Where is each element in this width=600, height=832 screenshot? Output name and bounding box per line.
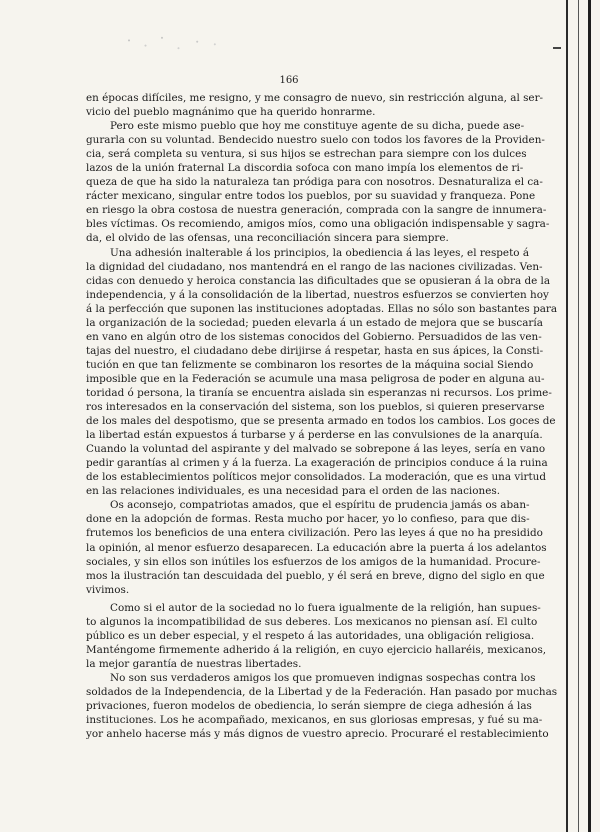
text-line: gurarla con su voluntad. Bendecido nuestro suelo con todos los favores de la Providen- [86, 134, 545, 147]
page-number: 166 [279, 75, 299, 86]
text-line: tución en que tan felizmente se combinaron los resortes de la máquina social Siendo [86, 358, 534, 371]
text-line: en vano en algún otro de los sistemas conocidos del Gobierno. Persuadidos de las ven- [86, 330, 542, 343]
text-line: Como si el autor de la sociedad no lo fuera igualmente de la religión, han supues- [110, 601, 541, 614]
text-line: Manténgome firmemente adherido á la religión, en cuyo ejercicio hallaréis, mexicanos, [86, 643, 547, 656]
text-line: Una adhesión inalterable á los principios, la obediencia á las leyes, el respeto á [110, 246, 530, 259]
paragraph [86, 498, 547, 596]
paragraph [86, 671, 558, 741]
text-line: Cuando la voluntad del aspirante y del malvado se sobrepone á las leyes, sería en vano [86, 443, 546, 456]
scan-edge-line [566, 0, 568, 832]
text-line: No son sus verdaderos amigos los que promueven indignas sospechas contra los [110, 671, 536, 684]
margin-tick-mark [553, 47, 561, 49]
scan-edge-line [588, 0, 591, 832]
text-line: la organización de la sociedad; pueden elevarla á un estado de mejora que se buscaría [86, 316, 543, 329]
text-line: la libertad están expuestos á turbarse y á perderse en las convulsiones de la anarquía. [86, 429, 543, 442]
text-line: en las relaciones individuales, es una necesidad para el orden de las naciones. [86, 485, 500, 498]
paragraph [86, 119, 550, 245]
text-line: independencia, y á la consolidación de la libertad, nuestros esfuerzos se convierten hoy [86, 288, 549, 301]
text-line: tajas del nuestro, el ciudadano debe dirijirse á respetar, hasta en sus ápices, la Consti- [86, 344, 544, 357]
scan-speckle-mark [118, 30, 228, 56]
text-line: cidas con denuedo y heroica constancia las dificultades que se opusieran á la obra de la [86, 274, 551, 287]
text-line: vicio del pueblo magnánimo que ha querido honrarme. [86, 106, 376, 119]
text-line: ros interesados en la conservación del sistema, son los pueblos, si quieren preservarse [86, 401, 545, 414]
text-line: soldados de la Independencia, de la Libertad y de la Federación. Han pasado por muchas [86, 685, 558, 698]
text-line: Pero este mismo pueblo que hoy me constituye agente de su dicha, puede ase- [110, 120, 525, 133]
text-line: lazos de la unión fraternal La discordia sofoca con mano impía los elementos de ri- [86, 162, 524, 175]
paragraph [86, 246, 558, 499]
text-line: en riesgo la obra costosa de nuestra generación, comprada con la sangre de innumera- [86, 204, 547, 217]
text-line: en épocas difíciles, me resigno, y me consagro de nuevo, sin restricción alguna, al ser- [86, 92, 544, 104]
text-line: la opinión, al menor esfuerzo desaparecen. La educación abre la puerta á los adelantos [86, 541, 547, 554]
text-line: Os aconsejo, compatriotas amados, que el espíritu de prudencia jamás os aban- [110, 499, 530, 512]
text-line: la mejor garantía de nuestras libertades. [86, 657, 302, 670]
text-line: mos la ilustración tan descuidada del pueblo, y él será en breve, digno del siglo en que [86, 569, 545, 582]
body-text [86, 91, 558, 741]
text-line: la dignidad del ciudadano, nos mantendrá en el rango de las naciones civilizadas. Ven- [86, 260, 543, 273]
text-line: da, el olvido de las ofensas, una reconciliación sincera para siempre. [86, 232, 449, 245]
text-line: toridad ó persona, la tiranía se encuentra aislada sin esperanzas ni recursos. Los prime- [86, 386, 552, 399]
text-line: rácter mexicano, singular entre todos los pueblos, por su suavidad y franqueza. Pone [86, 190, 536, 203]
text-line: á la perfección que suponen las instituciones adoptadas. Ellas no sólo son bastantes para [86, 302, 558, 315]
text-line: done en la adopción de formas. Resta mucho por hacer, yo lo confieso, para que dis- [86, 513, 530, 526]
text-line: frutemos los beneficios de una entera civilización. Pero las leyes á que no ha presidido [86, 527, 543, 540]
paragraph [86, 601, 547, 671]
text-line: yor anhelo hacerse más y más dignos de vuestro aprecio. Procuraré el restablecimiento [86, 728, 549, 741]
text-line: queza de que ha sido la naturaleza tan pródiga para con nosotros. Desnaturaliza el ca- [86, 176, 543, 189]
text-line: público es un deber especial, y el respeto á las autoridades, una obligación religiosa. [86, 629, 535, 642]
text-line: de los establecimientos políticos mejor consolidados. La moderación, que es una virtud [86, 471, 547, 484]
text-line: instituciones. Los he acompañado, mexicanos, en sus gloriosas empresas, y fué su ma- [86, 714, 543, 727]
text-line: to algunos la incompatibilidad de sus deberes. Los mexicanos no piensan así. El culto [86, 615, 538, 628]
text-line: cia, será completa su ventura, si sus hijos se estrechan para siempre con los dulces [86, 148, 527, 161]
text-line: sociales, y sin ellos son inútiles los esfuerzos de los amigos de la humanidad. Procure- [86, 555, 541, 568]
text-line: imposible que en la Federación se acumule una masa peligrosa de poder en alguna au- [86, 372, 545, 385]
text-line: vivimos. [86, 583, 130, 596]
text-line: bles víctimas. Os recomiendo, amigos míos, como una obligación indispensable y sagra- [86, 218, 550, 231]
text-line: pedir garantías al crimen y á la fuerza. La exageración de principios conduce á la ruina [86, 457, 548, 470]
scan-edge-line [578, 0, 579, 832]
text-line: privaciones, fueron modelos de obediencia, lo serán siempre de ciega adhesión á las [86, 700, 532, 713]
text-line: de los males del despotismo, que se presenta armado en todos los cambios. Los goces de [86, 415, 556, 428]
paragraph [86, 91, 544, 119]
